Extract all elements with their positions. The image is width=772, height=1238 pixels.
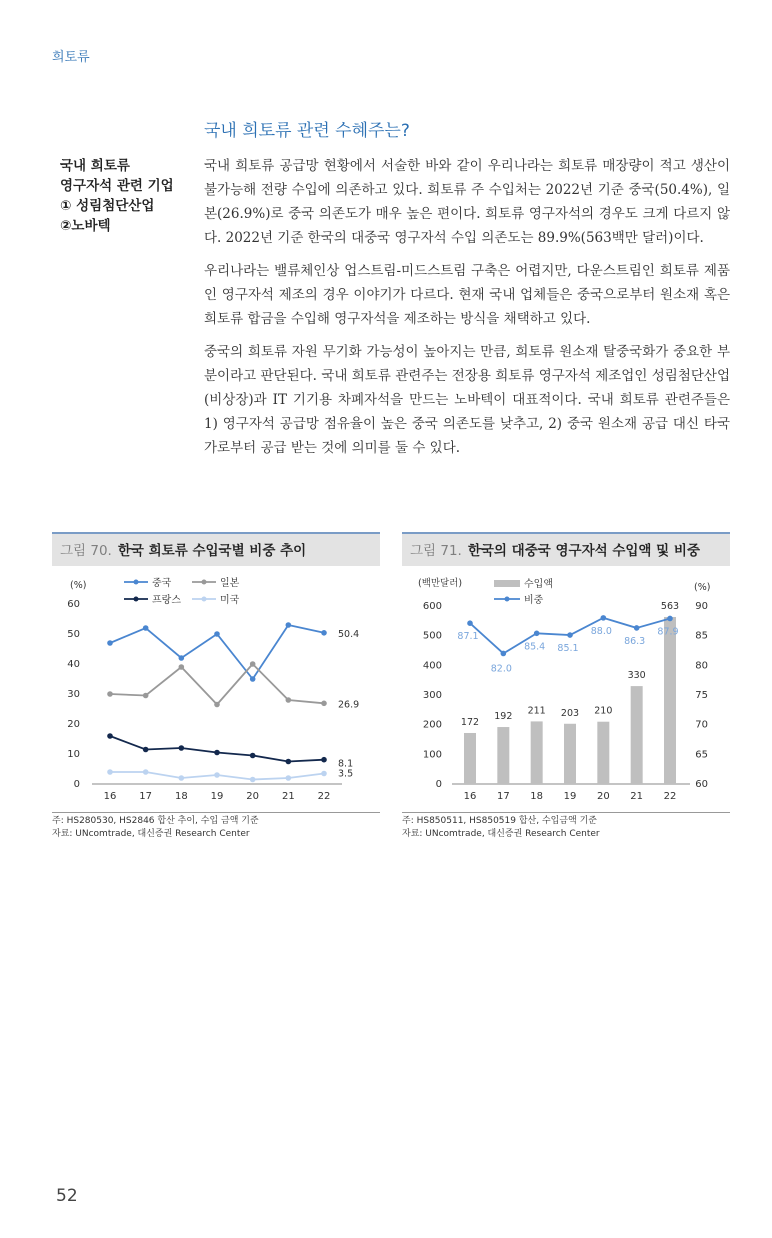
data-point — [501, 651, 507, 657]
x-tick-label: 21 — [630, 791, 644, 802]
figure-source: 자료: UNcomtrade, 대신증권 Research Center — [52, 829, 250, 839]
bar-value-label: 203 — [560, 707, 580, 719]
legend-label: 비중 — [524, 595, 544, 606]
figure-title-text: 한국의 대중국 영구자석 수입액 및 비중 — [467, 543, 700, 559]
data-point — [286, 697, 292, 703]
y-tick-left-label: 100 — [422, 749, 442, 761]
figure-number: 그림 71. — [410, 543, 462, 559]
legend-label: 중국 — [152, 578, 172, 589]
y-tick-label: 30 — [67, 689, 80, 700]
legend-marker — [505, 597, 510, 602]
data-point — [567, 632, 573, 638]
y-tick-label: 10 — [67, 749, 80, 760]
data-point — [634, 625, 640, 631]
data-point — [321, 771, 327, 777]
sidebar-line: 국내 희토류 — [60, 158, 130, 174]
line-value-label: 86.3 — [624, 635, 646, 647]
data-point — [286, 775, 292, 781]
y-tick-right-label: 60 — [695, 779, 708, 790]
x-tick-label: 16 — [103, 791, 117, 802]
data-point — [286, 759, 292, 765]
body-text — [204, 154, 730, 469]
data-point — [107, 640, 113, 646]
data-point — [179, 664, 185, 670]
data-point — [467, 620, 473, 626]
bar — [631, 686, 643, 784]
y-tick-right-label: 75 — [695, 690, 708, 701]
section-title: 국내 희토류 관련 수혜주는? — [204, 121, 410, 141]
y-tick-left-label: 200 — [422, 719, 442, 731]
sidebar-line: ②노바텍 — [60, 218, 111, 234]
data-point — [107, 733, 113, 739]
y-tick-right-label: 65 — [695, 749, 708, 761]
y-tick-label: 50 — [67, 629, 80, 640]
figure-number: 그림 70. — [60, 543, 112, 559]
legend-marker — [202, 580, 207, 585]
legend-marker — [202, 597, 207, 602]
figure-71-notes — [402, 812, 730, 841]
data-point — [250, 753, 256, 759]
legend-label: 수입액 — [524, 579, 553, 590]
bar-value-label: 172 — [460, 716, 480, 728]
series-line — [110, 664, 324, 705]
figure-70-title — [52, 532, 380, 566]
y-axis-label: (%) — [70, 580, 87, 591]
x-tick-label: 22 — [663, 791, 677, 802]
y-tick-label: 60 — [67, 599, 80, 610]
end-value-label: 3.5 — [338, 768, 354, 780]
data-point — [179, 745, 185, 751]
figure-note: 주: HS850511, HS850519 합산, 수입금액 기준 — [402, 816, 597, 826]
bar — [464, 733, 476, 784]
y-tick-right-label: 80 — [695, 660, 708, 672]
legend-label: 미국 — [220, 595, 240, 606]
bar — [497, 727, 509, 784]
line-value-label: 82.0 — [490, 663, 512, 675]
paragraph: 우리나라는 밸류체인상 업스트림-미드스트림 구축은 어렵지만, 다운스트림인 희토류 제품인 영구자석 제조의 경우 이야기가 다르다. 현재 국내 업체들은 중국으로부터 원소재 혹은 희토류 합금을 수입해 영구자석을 제조하는 방식을 채택하고 있다. — [204, 263, 730, 327]
data-point — [107, 769, 113, 775]
data-point — [321, 701, 327, 707]
data-point — [214, 702, 220, 708]
x-tick-label: 18 — [530, 791, 544, 802]
end-value-label: 50.4 — [338, 628, 360, 640]
bar — [531, 721, 543, 784]
bar-value-label: 563 — [660, 600, 680, 612]
figure-title-text: 한국 희토류 수입국별 비중 추이 — [117, 543, 307, 559]
y-tick-left-label: 400 — [422, 660, 442, 672]
data-point — [286, 622, 292, 628]
y-tick-right-label: 90 — [695, 601, 708, 612]
figure-note: 주: HS280530, HS2846 합산 추이, 수입 금액 기준 — [52, 816, 259, 826]
data-point — [179, 775, 185, 781]
data-point — [107, 691, 113, 697]
line-value-label: 85.4 — [524, 641, 546, 653]
y-tick-label: 0 — [73, 779, 80, 790]
figure-source: 자료: UNcomtrade, 대신증권 Research Center — [402, 829, 600, 839]
y-axis-right-label: (%) — [694, 582, 711, 593]
data-point — [214, 750, 220, 756]
legend-swatch — [494, 580, 520, 587]
x-tick-label: 18 — [174, 791, 188, 802]
data-point — [667, 616, 673, 622]
data-point — [179, 655, 185, 661]
data-point — [250, 777, 256, 783]
legend-marker — [134, 597, 139, 602]
legend-marker — [134, 580, 139, 585]
y-tick-right-label: 70 — [695, 719, 708, 731]
figure-71 — [402, 532, 730, 841]
end-value-label: 26.9 — [338, 699, 360, 711]
y-tick-left-label: 500 — [422, 630, 442, 642]
figure-71-title — [402, 532, 730, 566]
sidebar-line: ① 성림첨단산업 — [60, 198, 155, 214]
x-tick-label: 19 — [563, 791, 577, 802]
data-point — [214, 772, 220, 778]
y-tick-left-label: 0 — [435, 779, 442, 790]
bar — [664, 617, 676, 784]
data-point — [601, 615, 607, 621]
series-line — [110, 736, 324, 762]
x-tick-label: 22 — [317, 791, 331, 802]
bar-value-label: 210 — [594, 705, 613, 717]
x-tick-label: 20 — [596, 791, 610, 802]
line-value-label: 85.1 — [557, 643, 579, 655]
data-point — [250, 661, 256, 667]
chart-magnet-imports — [402, 566, 730, 812]
end-value-label: 8.1 — [338, 758, 354, 770]
x-tick-label: 21 — [281, 791, 295, 802]
running-header: 희토류 — [52, 50, 90, 65]
legend-label: 프랑스 — [152, 595, 181, 606]
paragraph: 국내 희토류 공급망 현황에서 서술한 바와 같이 우리나라는 희토류 매장량이 적고 생산이 불가능해 전량 수입에 의존하고 있다. 희토류 주 수입처는 2022년 기준 중국(50.4%), 일본(26.9%)로 중국 의존도가 매우 높은 편이다. 희토류 영구자석의 경우도 크게 다르지 않다. 2022년 기준 한국의 대중국 영구자석 수입 의존도는 89.9%(563백만 달러)이다. — [204, 158, 730, 246]
x-tick-label: 20 — [246, 791, 260, 802]
sidebar-line: 영구자석 관련 기업 — [60, 178, 174, 194]
line-value-label: 87.1 — [457, 631, 479, 643]
bar-value-label: 192 — [494, 711, 513, 723]
x-tick-label: 17 — [139, 791, 153, 802]
y-axis-left-label: (백만달러) — [418, 578, 463, 589]
x-tick-label: 17 — [496, 791, 510, 802]
sidebar-summary — [60, 156, 200, 236]
data-point — [143, 747, 149, 753]
data-point — [143, 769, 149, 775]
bar-value-label: 330 — [627, 670, 646, 682]
data-point — [214, 631, 220, 637]
bar — [564, 724, 576, 784]
data-point — [534, 630, 540, 636]
data-point — [321, 630, 327, 636]
data-point — [250, 676, 256, 682]
data-point — [143, 693, 149, 699]
figure-70 — [52, 532, 380, 841]
x-tick-label: 19 — [210, 791, 224, 802]
chart-import-share — [52, 566, 380, 812]
y-tick-right-label: 85 — [695, 630, 708, 642]
line-value-label: 87.9 — [657, 626, 679, 638]
data-point — [321, 757, 327, 763]
line-value-label: 88.0 — [590, 625, 612, 637]
bar — [597, 722, 609, 784]
legend-label: 일본 — [220, 578, 240, 589]
data-point — [143, 625, 149, 631]
y-tick-label: 20 — [67, 719, 80, 730]
y-tick-left-label: 300 — [422, 690, 442, 701]
paragraph: 중국의 희토류 자원 무기화 가능성이 높아지는 만큼, 희토류 원소재 탈중국화가 중요한 부분이라고 판단된다. 국내 희토류 관련주는 전장용 희토류 영구자석 제조업인 성림첨단산업(비상장)과 IT 기기용 차폐자석을 만드는 노바텍이 대표적이다. 국내 희토류 관련주들은 1) 영구자석 공급망 점유율이 높은 중국 의존도를 낮추고, 2) 중국 원소재 공급 대신 타국가로부터 공급 받는 것에 의미를 둘 수 있다. — [204, 344, 730, 456]
x-tick-label: 16 — [463, 791, 477, 802]
y-tick-left-label: 600 — [422, 601, 442, 612]
figure-70-notes — [52, 812, 380, 841]
bar-value-label: 211 — [527, 705, 546, 717]
page-number: 52 — [56, 1186, 78, 1206]
y-tick-label: 40 — [67, 659, 80, 670]
